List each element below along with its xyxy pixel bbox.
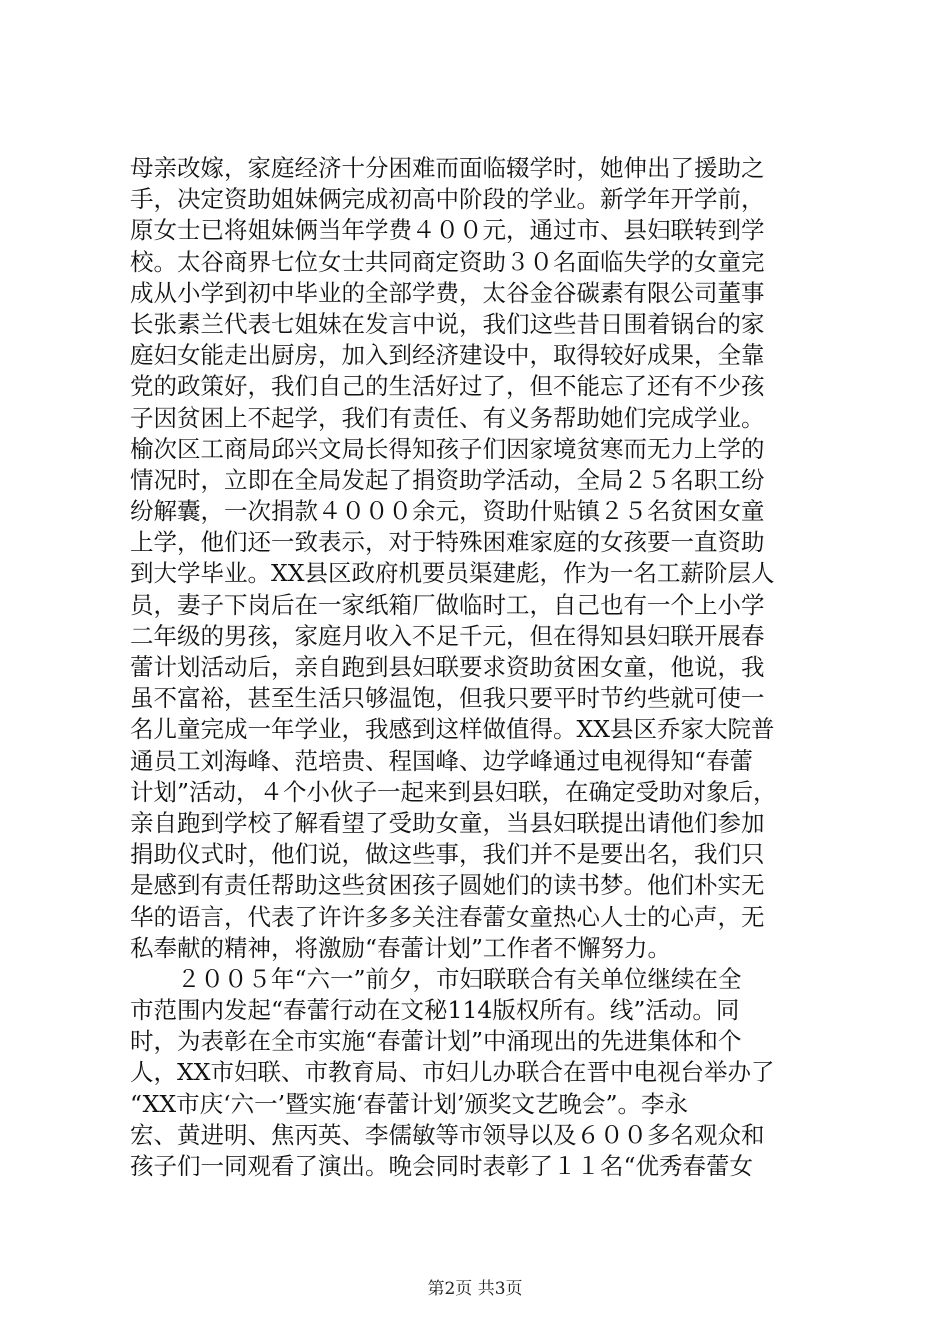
text-line: 党的政策好，我们自己的生活好过了，但不能忘了还有不少孩 (130, 372, 765, 401)
text-line: 长张素兰代表七姐妹在发言中说，我们这些昔日围着锅台的家 (130, 309, 765, 338)
text-line: 成从小学到初中毕业的全部学费，太谷金谷碳素有限公司董事 (130, 278, 765, 307)
text-line: 手，决定资助姐妹俩完成初高中阶段的学业。新学年开学前， (130, 185, 765, 214)
text-line: 校。太谷商界七位女士共同商定资助３０名面临失学的女童完 (130, 247, 765, 276)
text-line: 市范围内发起“春蕾行动在文秘114版权所有。线”活动。同 (130, 996, 740, 1025)
text-line: 孩子们一同观看了演出。晚会同时表彰了１１名“优秀春蕾女 (130, 1152, 754, 1180)
text-line: 通员工刘海峰、范培贵、程国峰、边学峰通过电视得知“春蕾 (130, 746, 754, 775)
text-line: 子因贫困上不起学，我们有责任、有义务帮助她们完成学业。 (130, 403, 765, 432)
text-line: 宏、黄进明、焦丙英、李儒敏等市领导以及６００多名观众和 (130, 1120, 765, 1149)
page-footer: 第2页 共3页 (427, 1279, 523, 1299)
text-line: 捐助仪式时，他们说，做这些事，我们并不是要出名，我们只 (130, 840, 765, 869)
text-line: 名儿童完成一年学业，我感到这样做值得。XX县区乔家大院普 (130, 715, 775, 744)
text-line: 是感到有责任帮助这些贫困孩子圆她们的读书梦。他们朴实无 (130, 871, 765, 900)
text-line: 虽不富裕，甚至生活只够温饱，但我只要平时节约些就可使一 (130, 684, 765, 713)
text-line: 二年级的男孩，家庭月收入不足千元，但在得知县妇联开展春 (130, 621, 765, 650)
text-line: 情况时，立即在全局发起了捐资助学活动，全局２５名职工纷 (130, 465, 765, 494)
text-line: “XX市庆‘六一’暨实施‘春蕾计划’颁奖文艺晚会”。李永 (130, 1089, 689, 1118)
text-line: 时，为表彰在全市实施“春蕾计划”中涌现出的先进集体和个 (130, 1027, 742, 1056)
text-line: 榆次区工商局邱兴文局长得知孩子们因家境贫寒而无力上学的 (130, 434, 765, 463)
text-line: 人，XX市妇联、市教育局、市妇儿办联合在晋中电视台举办了 (130, 1058, 775, 1087)
text-line: 华的语言，代表了许许多多关注春蕾女童热心人士的心声，无 (130, 902, 765, 931)
body-text (130, 153, 842, 1182)
text-line: 纷解囊，一次捐款４０００余元，资助什贴镇２５名贫困女童 (130, 497, 765, 526)
text-line: 员，妻子下岗后在一家纸箱厂做临时工，自己也有一个上小学 (130, 590, 765, 619)
text-line: 亲自跑到学校了解看望了受助女童，当县妇联提出请他们参加 (130, 808, 765, 837)
text-line: 私奉献的精神，将激励“春蕾计划”工作者不懈努力。 (130, 933, 672, 962)
text-line: 计划”活动，４个小伙子一起来到县妇联，在确定受助对象后， (130, 777, 777, 806)
text-line: 母亲改嫁，家庭经济十分困难而面临辍学时，她伸出了援助之 (130, 154, 765, 182)
text-line: 原女士已将姐妹俩当年学费４００元，通过市、县妇联转到学 (130, 216, 765, 245)
text-line: ２００５年“六一”前夕，市妇联联合有关单位继续在全 (130, 964, 742, 993)
text-line: 蕾计划活动后，亲自跑到县妇联要求资助贫困女童，他说，我 (130, 653, 765, 681)
text-line: 上学，他们还一致表示，对于特殊困难家庭的女孩要一直资助 (130, 528, 765, 557)
text-line: 到大学毕业。XX县区政府机要员渠建彪，作为一名工薪阶层人 (130, 559, 775, 588)
text-line: 庭妇女能走出厨房，加入到经济建设中，取得较好成果，全靠 (130, 341, 765, 370)
